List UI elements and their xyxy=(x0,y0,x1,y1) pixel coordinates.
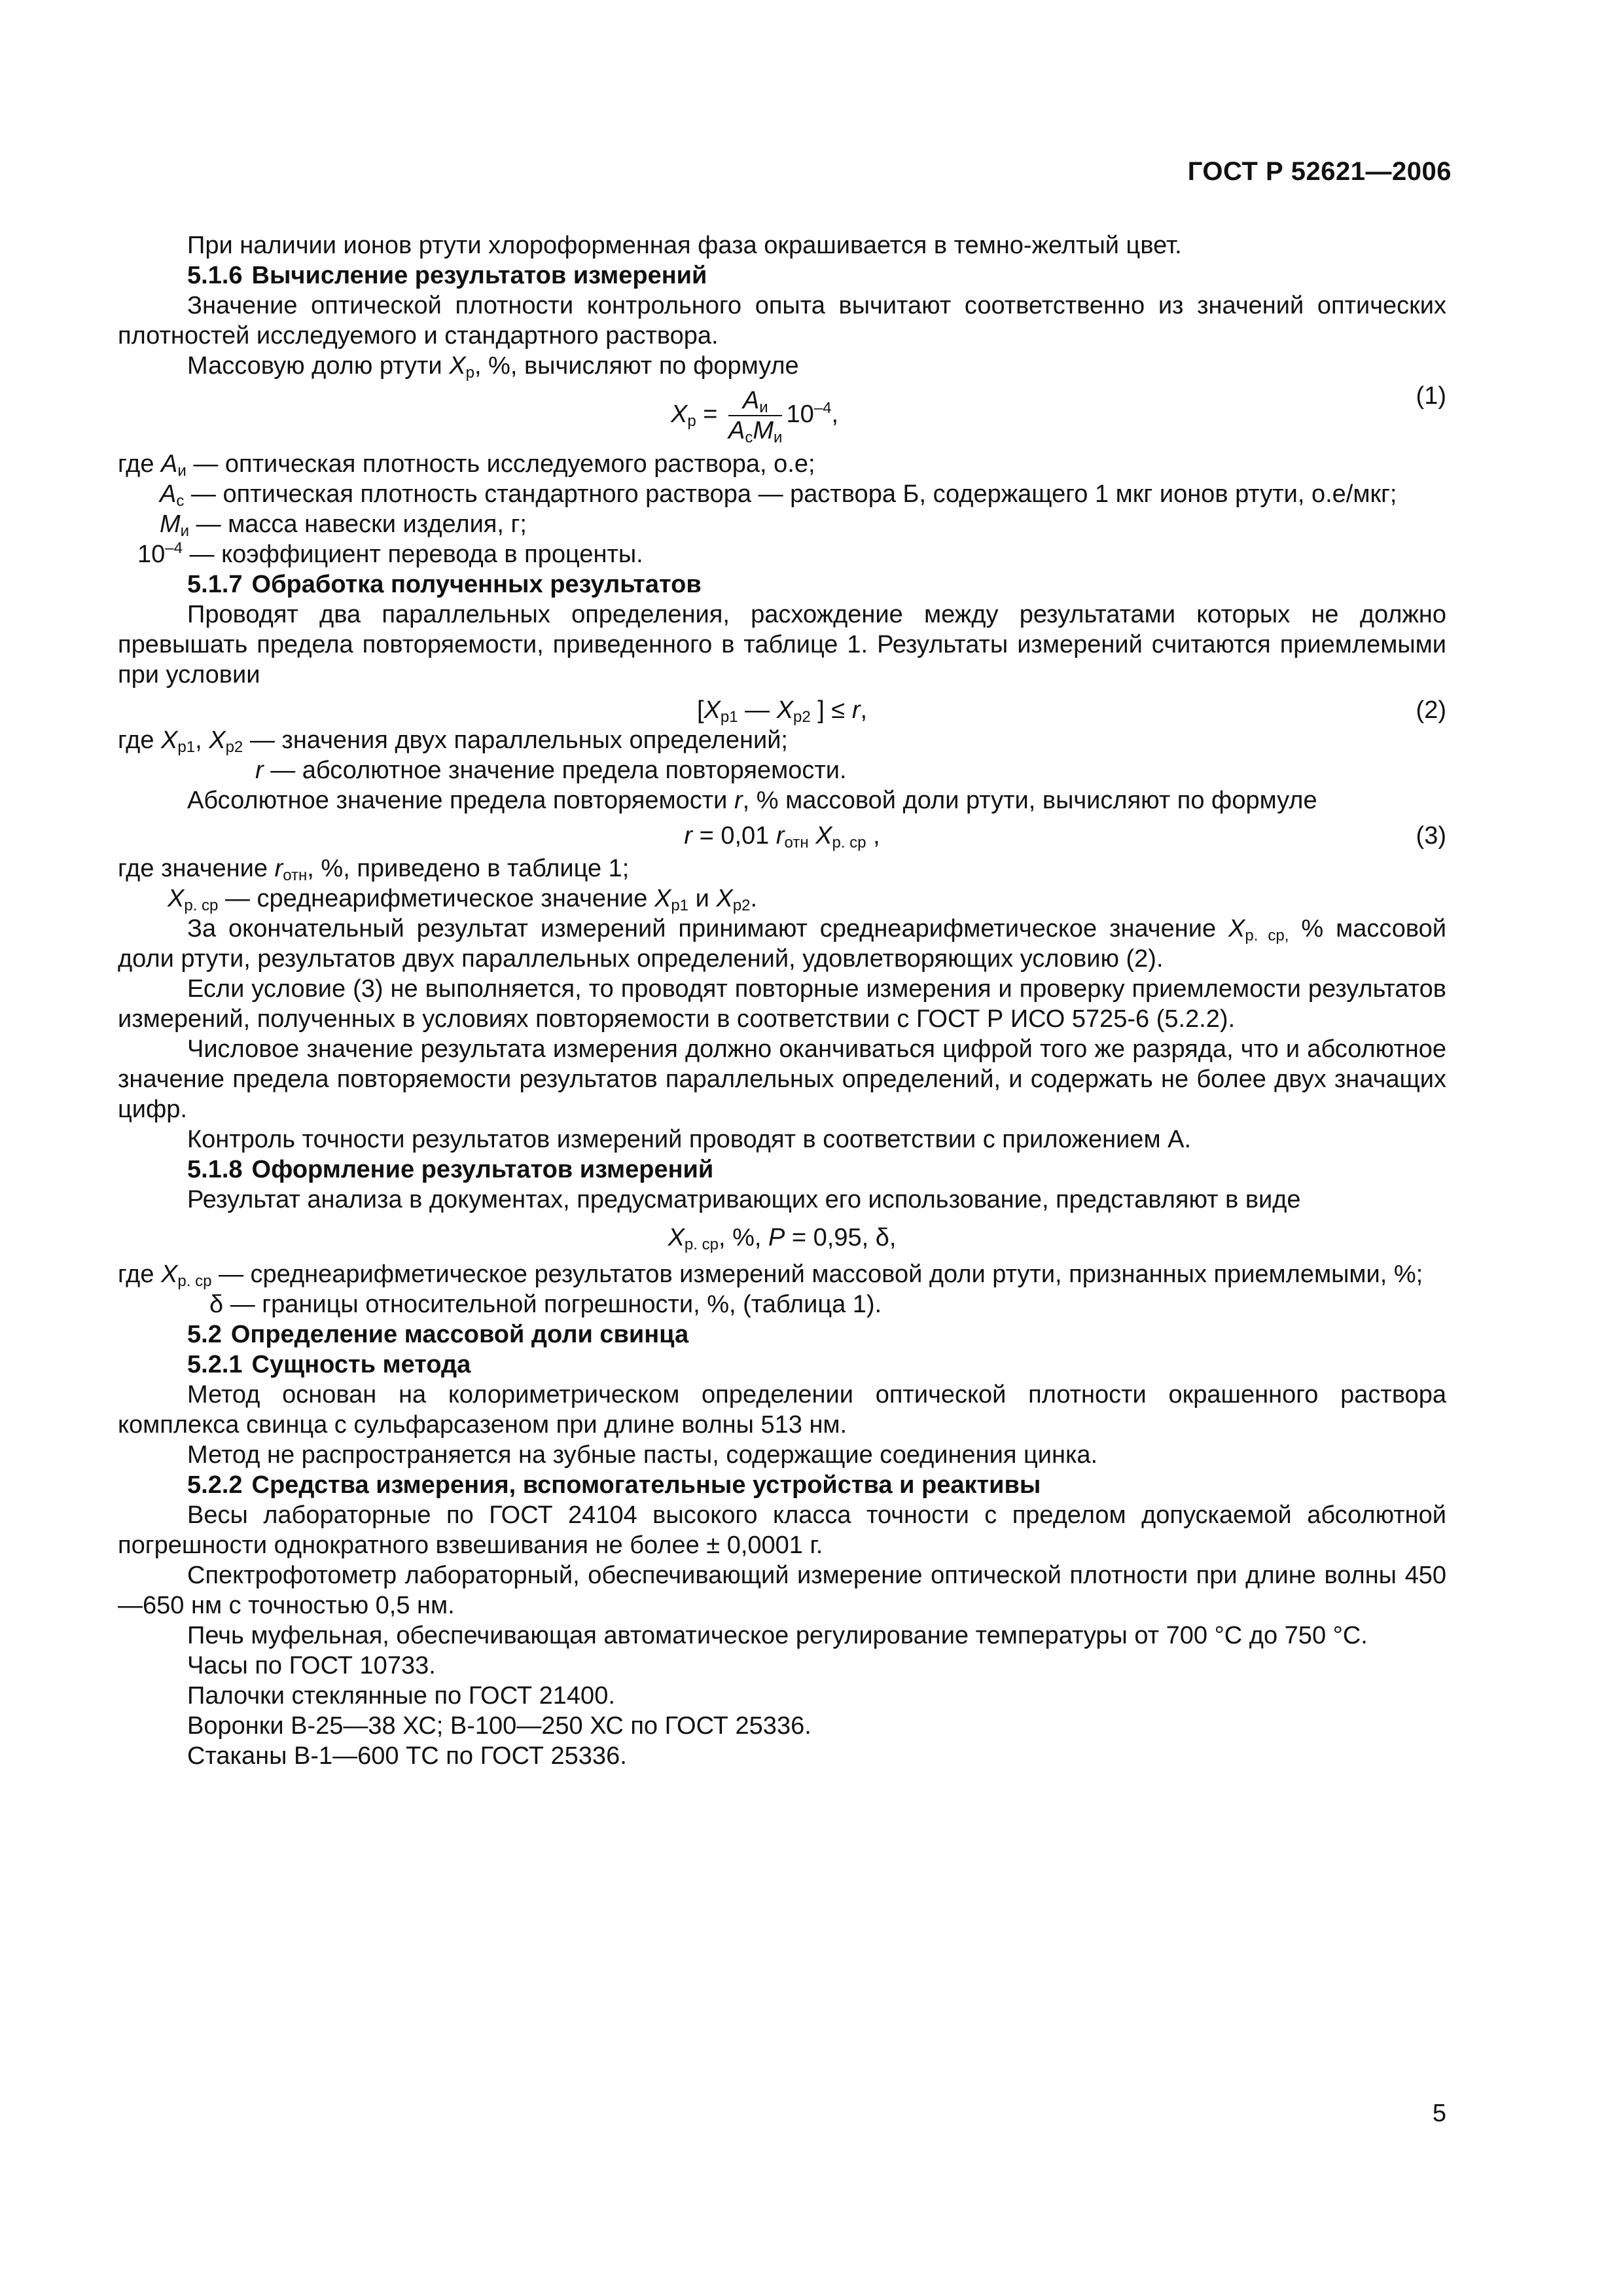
definition-item: где значение $r_{отн}$, %, приведено в таблице 1; xyxy=(118,855,630,884)
section-heading-5-1-6: 5.1.6 Вычисление результатов измерений xyxy=(187,262,707,289)
paragraph: При наличии ионов ртути хлороформенная фаза окрашивается в темно-желтый цвет. xyxy=(187,232,1182,259)
formula-4: $X_{р. ср}$, %, P = 0,95, δ, xyxy=(668,1224,897,1253)
definition-item: $10^{-4}$ — коэффициент перевода в проценты. xyxy=(137,539,643,568)
paragraph: Метод основан на колориметрическом определении оптической плотности окрашенного раствора комплекса свинца с сульфарсазеном при длине волны 513 нм. xyxy=(118,1381,1446,1439)
section-heading-5-2-1: 5.2.1 Сущность метода xyxy=(187,1351,471,1378)
formula-number: (1) xyxy=(1416,382,1446,410)
paragraph: Абсолютное значение предела повторяемости r, % массовой доли ртути, вычисляют по формуле xyxy=(187,787,1317,814)
section-heading-5-2: 5.2 Определение массовой доли свинца xyxy=(187,1321,689,1348)
paragraph: Проводят два параллельных определения, расхождение между результатами которых не должно превышать предела повторяемости, приведенного в таблице 1. Результаты измерений считаются приемлемыми при условии xyxy=(118,601,1446,689)
paragraph: Результат анализа в документах, предусматривающих его использование, представляют в виде xyxy=(187,1186,1301,1213)
list-item: Часы по ГОСТ 10733. xyxy=(187,1652,436,1679)
page-number: 5 xyxy=(1432,2100,1446,2127)
formula-1: $X_р$ = $\frac{A_и}{A_сM_и}$ $10^{-4}$, (1) xyxy=(671,382,1446,446)
list-item: Стаканы В-1—600 ТС по ГОСТ 25336. xyxy=(187,1742,627,1770)
formula-3: r = 0,01 $r_{отн}$ $X_{р. ср}$ , (3) xyxy=(684,822,1446,852)
section-heading-5-1-8: 5.1.8 Оформление результатов измерений xyxy=(187,1156,714,1183)
paragraph: Значение оптической плотности контрольного опыта вычитают соответственно из значений оптических плотностей исследуемого и стандартного раствора. xyxy=(118,292,1446,350)
section-heading-5-1-7: 5.1.7 Обработка полученных результатов xyxy=(187,571,702,598)
formula-number: (2) xyxy=(1416,696,1446,724)
list-item: Воронки В-25—38 ХС; В-100—250 ХС по ГОСТ 25336. xyxy=(187,1712,812,1740)
definition-item: где $X_{р. ср}$ — среднеарифметическое результатов измерений массовой доли ртути, признанных приемлемыми, %; xyxy=(118,1261,1423,1290)
paragraph: Метод не распространяется на зубные пасты, содержащие соединения цинка. xyxy=(187,1441,1098,1469)
paragraph: Контроль точности результатов измерений проводят в соответствии с приложением А. xyxy=(187,1126,1192,1153)
paragraph: Печь муфельная, обеспечивающая автоматическое регулирование температуры от 700 °С до 750 °С. xyxy=(187,1622,1368,1649)
definition-item: δ — границы относительной погрешности, %, (таблица 1). xyxy=(209,1291,882,1318)
definition-item: r — абсолютное значение предела повторяемости. xyxy=(255,757,847,784)
paragraph: За окончательный результат измерений принимают среднеарифметическое значение $X_{р. ср,}$ % массовой доли ртути, результатов двух параллельных определений, удовлетворяющих условию (2). xyxy=(118,915,1447,973)
paragraph: Спектрофотометр лабораторный, обеспечивающий измерение оптической плотности при длине волны 450—650 нм с точностью 0,5 нм. xyxy=(118,1562,1446,1619)
list-item: Палочки стеклянные по ГОСТ 21400. xyxy=(187,1682,615,1710)
document-id-header: ГОСТ Р 52621—2006 xyxy=(1187,157,1452,186)
paragraph: Числовое значение результата измерения должно оканчиваться цифрой того же разряда, что и абсолютное значение предела повторяемости результатов параллельных определений, и содержать не более двух значащих цифр. xyxy=(118,1035,1446,1123)
definition-item: где $A_и$ — оптическая плотность исследуемого раствора, о.е; xyxy=(118,450,815,480)
formula-2: [$X_{р1}$ — $X_{р2}$ ] ≤ r, (2) xyxy=(696,696,1446,726)
definition-item: $X_{р. ср}$ — среднеарифметическое значение $X_{р1}$ и $X_{р2}$. xyxy=(168,885,757,914)
definition-item: $A_с$ — оптическая плотность стандартного раствора — раствора Б, содержащего 1 мкг ионов ртути, о.е/мкг; xyxy=(160,480,1397,510)
document-body xyxy=(118,230,1446,1771)
paragraph: Если условие (3) не выполняется, то проводят повторные измерения и проверку приемлемости результатов измерений, полученных в условиях повторяемости в соответствии с ГОСТ Р ИСО 5725-6 (5.2.2). xyxy=(118,975,1446,1033)
definition-item: где $X_{р1}$, $X_{р2}$ — значения двух параллельных определений; xyxy=(118,726,788,756)
section-heading-5-2-2: 5.2.2 Средства измерения, вспомогательные устройства и реактивы xyxy=(187,1471,1041,1499)
paragraph: Массовую долю ртути $X_р$, %, вычисляют по формуле xyxy=(187,352,799,382)
definition-item: $M_и$ — масса навески изделия, г; xyxy=(160,511,527,540)
formula-number: (3) xyxy=(1416,822,1446,850)
paragraph: Весы лабораторные по ГОСТ 24104 высокого класса точности с пределом допускаемой абсолютной погрешности однократного взвешивания не более ± 0,0001 г. xyxy=(118,1501,1446,1559)
